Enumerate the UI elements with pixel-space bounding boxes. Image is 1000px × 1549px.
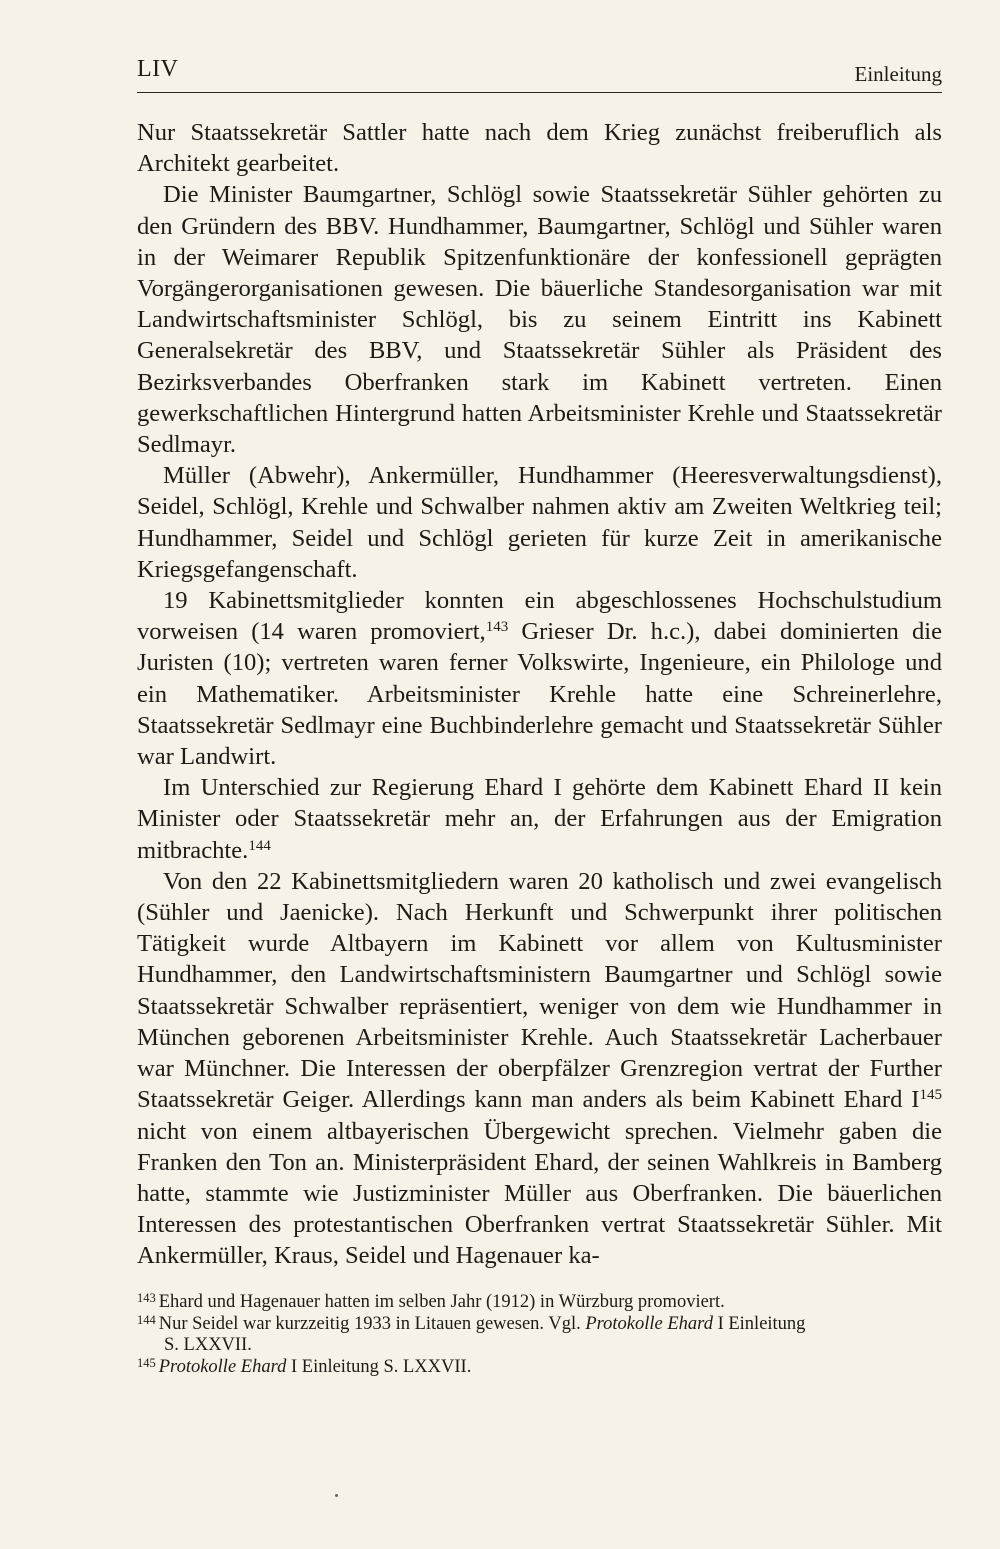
paragraph [137, 585, 942, 772]
footnote-text: I Einleitung [712, 1313, 806, 1334]
footnote-reference[interactable]: 143 [485, 619, 509, 636]
paragraph [137, 772, 942, 866]
main-text [137, 117, 942, 1272]
page-number: LIV [137, 56, 179, 82]
paragraph-text: Im Unterschied zur Regierung Ehard I gehörte dem Kabinett Ehard II kein Minister oder Staatssekretär mehr an, der Erfahrungen aus der Emigration mitbrachte. [137, 774, 942, 864]
footnote-number: 144 [137, 1312, 156, 1327]
paragraph-text: Grieser Dr. h.c.), dabei dominierten die Juristen (10); vertreten waren ferner Volkswirte, Ingenieure, ein Philologe und ein Mathematiker. Arbeitsminister Krehle hatte eine Schreinerlehre, Staatssekretär Sedlmayr eine Buchbinderlehre gemacht und Staatssekretär Sühler war Landwirt. [137, 618, 942, 771]
running-title: Einleitung [854, 62, 942, 86]
footnotes [137, 1292, 942, 1378]
footnote-italic-title: Protokolle Ehard [158, 1356, 287, 1377]
paragraph [137, 460, 942, 585]
footnote-reference[interactable]: 145 [919, 1087, 942, 1104]
paragraph-text: Die Minister Baumgartner, Schlögl sowie Staatssekretär Sühler gehörten zu den Gründern des BBV. Hundhammer, Baumgartner, Schlögl und Sühler waren in der Weimarer Republik Spitzenfunktionäre der konfessionell geprägten Vorgängerorganisationen gewesen. Die bäuerliche Standesorganisation war mit Landwirtschaftsminister Schlögl, bis zu seinem Eintritt ins Kabinett Generalsekretär des BBV, und Staatssekretär Sühler als Präsident des Bezirksverbandes Oberfranken stark im Kabinett vertreten. Einen gewerkschaftlichen Hintergrund hatten Arbeitsminister Krehle und Staatssekretär Sedlmayr. [137, 181, 942, 459]
page-header [137, 56, 942, 93]
footnote [137, 1357, 942, 1379]
paper-speck [335, 1494, 338, 1497]
paragraph-text: Müller (Abwehr), Ankermüller, Hundhammer (Heeresverwaltungsdienst), Seidel, Schlögl, Krehle und Schwalber nahmen aktiv am Zweiten Weltkrieg teil; Hundhammer, Seidel und Schlögl gerieten für kurze Zeit in amerikanische Kriegsgefangenschaft. [137, 462, 942, 583]
footnote-text: S. LXXVII. [164, 1335, 252, 1355]
footnote-continuation [137, 1335, 942, 1357]
footnote-text: I Einleitung S. LXXVII. [286, 1356, 472, 1377]
footnote-text: Ehard und Hagenauer hatten im selben Jahr (1912) in Würzburg promoviert. [158, 1292, 725, 1312]
paragraph-text: Von den 22 Kabinettsmitgliedern waren 20 katholisch und zwei evangelisch (Sühler und Jaenicke). Nach Herkunft und Schwerpunkt ihrer politischen Tätigkeit wurde Altbayern im Kabinett vor allem von Kultusminister Hundhammer, den Landwirtschaftsministern Baumgartner und Schlögl sowie Staatssekretär Schwalber repräsentiert, weniger von dem wie Hundhammer in München geborenen Arbeitsminister Krehle. Auch Staatssekretär Lacherbauer war Münchner. Die Interessen der oberpfälzer Grenzregion vertrat der Further Staatssekretär Geiger. Allerdings kann man anders als beim Kabinett Ehard I [137, 867, 942, 1114]
paragraph [137, 866, 942, 1272]
paragraph [137, 179, 942, 460]
footnote-reference[interactable]: 144 [248, 837, 271, 854]
footnote-number: 143 [137, 1291, 156, 1305]
footnote-italic-title: Protokolle Ehard [585, 1313, 713, 1334]
paragraph-text: Nur Staatssekretär Sattler hatte nach dem Krieg zunächst freiberuflich als Architekt gearbeitet. [137, 119, 942, 178]
footnote-text: Nur Seidel war kurzzeitig 1933 in Litauen gewesen. Vgl. [158, 1313, 586, 1334]
paragraph [137, 117, 942, 179]
footnote-number: 145 [137, 1355, 156, 1370]
paragraph-text: 19 Kabinettsmitglieder konnten ein abgeschlossenes Hochschulstudium vorweisen (14 waren promoviert, [137, 587, 942, 646]
footnote [137, 1314, 942, 1336]
paragraph-text: nicht von einem altbayerischen Übergewicht sprechen. Vielmehr gaben die Franken den Ton an. Ministerpräsident Ehard, der seinen Wahlkreis in Bamberg hatte, stammte wie Justizminister Müller aus Oberfranken. Die bäuerlichen Interessen des protestantischen Oberfranken vertrat Staatssekretär Sühler. Mit Ankermüller, Kraus, Seidel und Hagenauer ka- [137, 1117, 942, 1270]
footnote [137, 1292, 942, 1314]
